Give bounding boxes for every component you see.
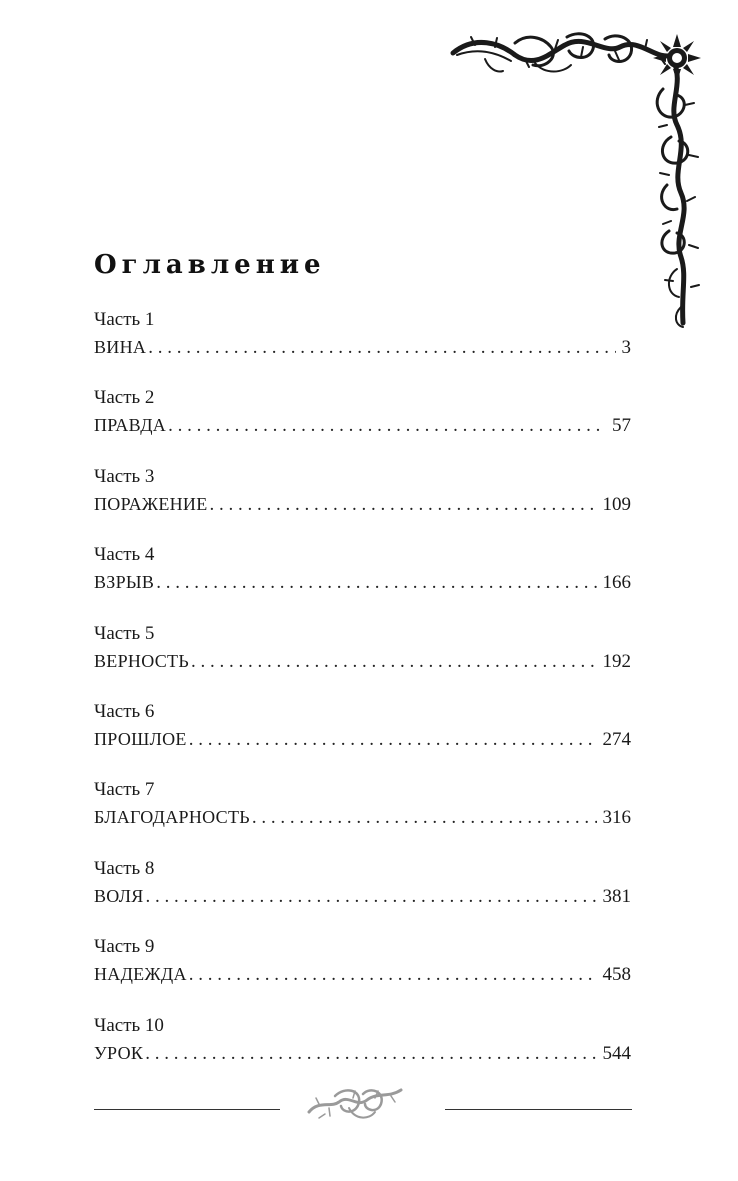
toc-line (94, 412, 631, 439)
part-label: Часть 2 (94, 387, 155, 409)
dot-leader (252, 805, 597, 831)
chapter-title: ВОЛЯ (94, 885, 144, 906)
page-number: 274 (602, 728, 631, 750)
page-number: 381 (602, 885, 631, 907)
chapter-title: ПРАВДА (94, 415, 167, 436)
page-number: 192 (602, 650, 631, 672)
chapter-title: ВЗРЫВ (94, 572, 155, 593)
toc-list (94, 308, 631, 1092)
toc-line (94, 491, 631, 518)
toc-line (94, 334, 631, 361)
toc-line (94, 648, 631, 675)
part-label: Часть 7 (94, 779, 155, 801)
toc-line (94, 569, 631, 596)
toc-entry (94, 778, 631, 856)
toc-entry (94, 622, 631, 700)
dot-leader (146, 884, 597, 910)
chapter-title: ПРОШЛОЕ (94, 728, 187, 749)
page-number: 544 (602, 1042, 631, 1064)
chapter-title: НАДЕЖДА (94, 964, 187, 985)
toc-line (94, 1040, 631, 1067)
footer-rule-left (94, 1109, 280, 1110)
toc-entry (94, 857, 631, 935)
part-label: Часть 9 (94, 936, 155, 958)
dot-leader (189, 962, 597, 988)
toc-line (94, 883, 631, 910)
toc-heading: Оглавление (94, 250, 326, 280)
part-label: Часть 6 (94, 700, 155, 722)
dot-leader (210, 492, 597, 518)
sun-icon (653, 34, 701, 82)
corner-vine-ornament-icon (445, 25, 715, 330)
page-number: 3 (621, 337, 631, 358)
page-number: 109 (602, 493, 631, 515)
toc-line (94, 961, 631, 988)
page-number: 458 (602, 964, 631, 986)
dot-leader (156, 570, 596, 596)
dot-leader (168, 413, 606, 439)
toc-entry (94, 543, 631, 621)
footer-vine-ornament-icon (305, 1078, 405, 1126)
toc-line (94, 726, 631, 753)
toc-line (94, 804, 631, 831)
part-label: Часть 5 (94, 622, 155, 644)
footer-rule-right (445, 1109, 632, 1110)
chapter-title: ПОРАЖЕНИЕ (94, 493, 208, 514)
dot-leader (191, 649, 597, 675)
dot-leader (148, 335, 615, 361)
dot-leader (145, 1041, 596, 1067)
chapter-title: ВЕРНОСТЬ (94, 650, 189, 671)
toc-entry (94, 700, 631, 778)
chapter-title: БЛАГОДАРНОСТЬ (94, 807, 250, 828)
part-label: Часть 4 (94, 544, 155, 566)
toc-entry (94, 935, 631, 1013)
toc-entry (94, 386, 631, 464)
page-number: 166 (602, 572, 631, 594)
part-label: Часть 3 (94, 465, 155, 487)
dot-leader (189, 727, 597, 753)
part-label: Часть 1 (94, 309, 155, 330)
part-label: Часть 10 (94, 1014, 164, 1036)
toc-entry (94, 465, 631, 543)
toc-entry (94, 308, 631, 386)
page-number: 316 (602, 807, 631, 829)
chapter-title: ВИНА (94, 337, 147, 357)
part-label: Часть 8 (94, 857, 155, 879)
page-number: 57 (612, 415, 631, 437)
chapter-title: УРОК (94, 1042, 144, 1063)
